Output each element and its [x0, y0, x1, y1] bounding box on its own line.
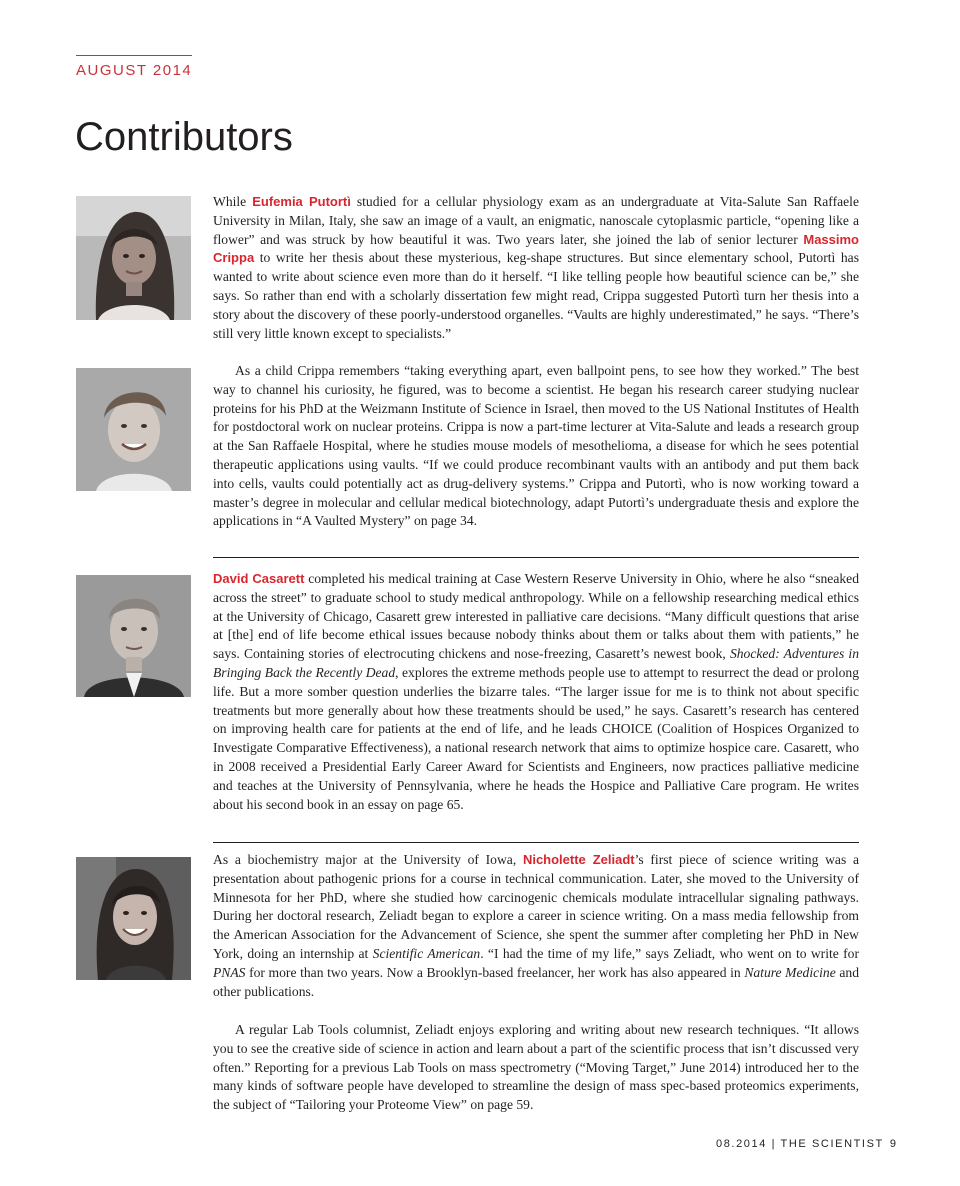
book-title: Shocked: Adventures in Bringing Back the Recently Dead: [213, 646, 859, 680]
contributor-bio-putorti: While Eufemia Putortì studied for a cellular physiology exam as an undergraduate at Vita-Salute San Raffaele University in Milan, Italy, she saw an image of a vault, an enigmatic, nanoscale cytoplasmic particle, “opening like a flower” and was struck by how beautiful it was. Two years later, she joined the lab of senior lecturer Massimo Crippa to write her thesis about these mysterious, keg-shape structures. But since elementary school, Putortì has wanted to write about science even more than do it herself. “I like telling people how beautiful science can be,” she says. So rather than end with a scholarly dissertation few might read, Crippa suggested Putortì turn her thesis into a story about the discovery of these poorly-understood organelles. “Vaults are highly underestimated,” he says. “There’s still very little known except to specialists.”: [213, 194, 859, 341]
portrait-man-icon: [76, 368, 191, 491]
page-number: 9: [889, 1138, 898, 1150]
contributor-bio-zeliadt-2: A regular Lab Tools columnist, Zeliadt enjoys exploring and writing about new research techniques. “It allows you to see the creative side of science in action and learn about a part of the scientific process that isn’t discussed very often.” Reporting for a previous Lab Tools on mass spectrometry (“Moving Target,” June 2014) introduced her to the many kinds of software people have developed to streamline the design of mass spec-based proteomics experiments, the subject of “Tailoring your Proteome View” on page 59.: [213, 1022, 859, 1113]
footer-issue: 08.2014 | THE SCIENTIST: [716, 1138, 884, 1150]
contributor-name-zeliadt: Nicholette Zeliadt: [522, 852, 635, 867]
header-rule: [76, 55, 192, 56]
portrait-woman-icon: [76, 196, 191, 320]
page-title: Contributors: [75, 115, 293, 159]
page-footer: [716, 1136, 906, 1152]
publication-title: PNAS: [213, 964, 246, 980]
issue-date: AUGUST 2014: [76, 62, 193, 79]
contributor-bio-casarett: David Casarett completed his medical training at Case Western Reserve University in Ohio, where he also “sneaked across the street” to graduate school to study medical anthropology. While on a fellowship researching medical ethics at the University of Chicago, Casarett grew interested in palliative care decisions. “Many difficult questions that arise at [the] end of life become ethical issues because nobody thinks about them or talks about them with patients,” he says. Containing stories of electrocuting chickens and nose-freezing, Casarett’s newest book, Shocked: Adventures in Bringing Back the Recently Dead, explores the extreme methods people use to attempt to resurrect the dead or prolong life. But a more somber question underlies the bizarre tales. “The larger issue for me is to think not about specific treatments but more generally about how these treatments should be used,” he says. Casarett’s research has centered on improving health care for patients at the end of life, and he leads CHOICE (Coalition of Hospices Organized to Investigate Comparative Effectiveness), a national research network that aims to optimize hospice care. Casarett, who in 2008 received a Presidential Early Career Award for Scientists and Engineers, now practices palliative medicine and teaches at the University of Pennsylvania, where he heads the Hospice and Palliative Care program. He writes about his second book in an essay on page 65.: [213, 571, 860, 812]
contributor-bio-crippa: As a child Crippa remembers “taking everything apart, even ballpoint pens, to see how they worked.” The best way to channel his curiosity, he figured, was to become a scientist. He began his research career studying nuclear proteins for his PhD at the Weizmann Institute of Science in Israel, then moved to the US National Institutes of Health for postdoctoral work on nuclear proteins. Crippa is now a part-time lecturer at Vita-Salute and leads a research group at the San Raffaele Hospital, where he studies mouse models of mesothelioma, a disease for which he sees potential therapeutic applications using vaults. “If we could produce recombinant vaults with an antibody and put them back into cells, vaults could potentially act as drug-delivery systems.” Crippa and Putortì, who is now working toward a master’s degree in molecular and cellular medical biotechnology, adapt Putortì’s undergraduate thesis and explore the applications in “A Vaulted Mystery” on page 34.: [213, 363, 859, 529]
contributor-photo-crippa: [76, 368, 191, 491]
portrait-man-suit-icon: [76, 575, 191, 697]
contributor-name-putorti: Eufemia Putortì: [252, 194, 351, 209]
portrait-woman-smiling-icon: [76, 857, 191, 980]
contributor-name-casarett: David Casarett: [213, 571, 305, 586]
publication-title: Scientific American: [372, 945, 481, 961]
contributor-bio-zeliadt: As a biochemistry major at the University of Iowa, Nicholette Zeliadt’s first piece of science writing was a presentation about pathogenic prions for a course in technical communication. Later, she moved to the University of Minnesota for her PhD, where she studied how carcinogenic chemicals modulate intracellular signaling pathways. During her doctoral research, Zeliadt began to explore a career in science writing. On a mass media fellowship from the American Association for the Advancement of Science, she spent the summer after completing her PhD in New York, doing an internship at Scientific American. “I had the time of my life,” says Zeliadt, who went on to write for PNAS for more than two years. Now a Brooklyn-based freelancer, her work has also appeared in Nature Medicine and other publications.: [213, 852, 860, 999]
section-divider: [213, 557, 859, 558]
contributor-name-crippa: Massimo Crippa: [213, 231, 859, 266]
publication-title: Nature Medicine: [744, 964, 836, 980]
section-divider: [213, 842, 859, 843]
contributor-photo-casarett: [76, 575, 191, 697]
contributor-photo-zeliadt: [76, 857, 191, 980]
contributor-photo-putorti: [76, 196, 191, 320]
